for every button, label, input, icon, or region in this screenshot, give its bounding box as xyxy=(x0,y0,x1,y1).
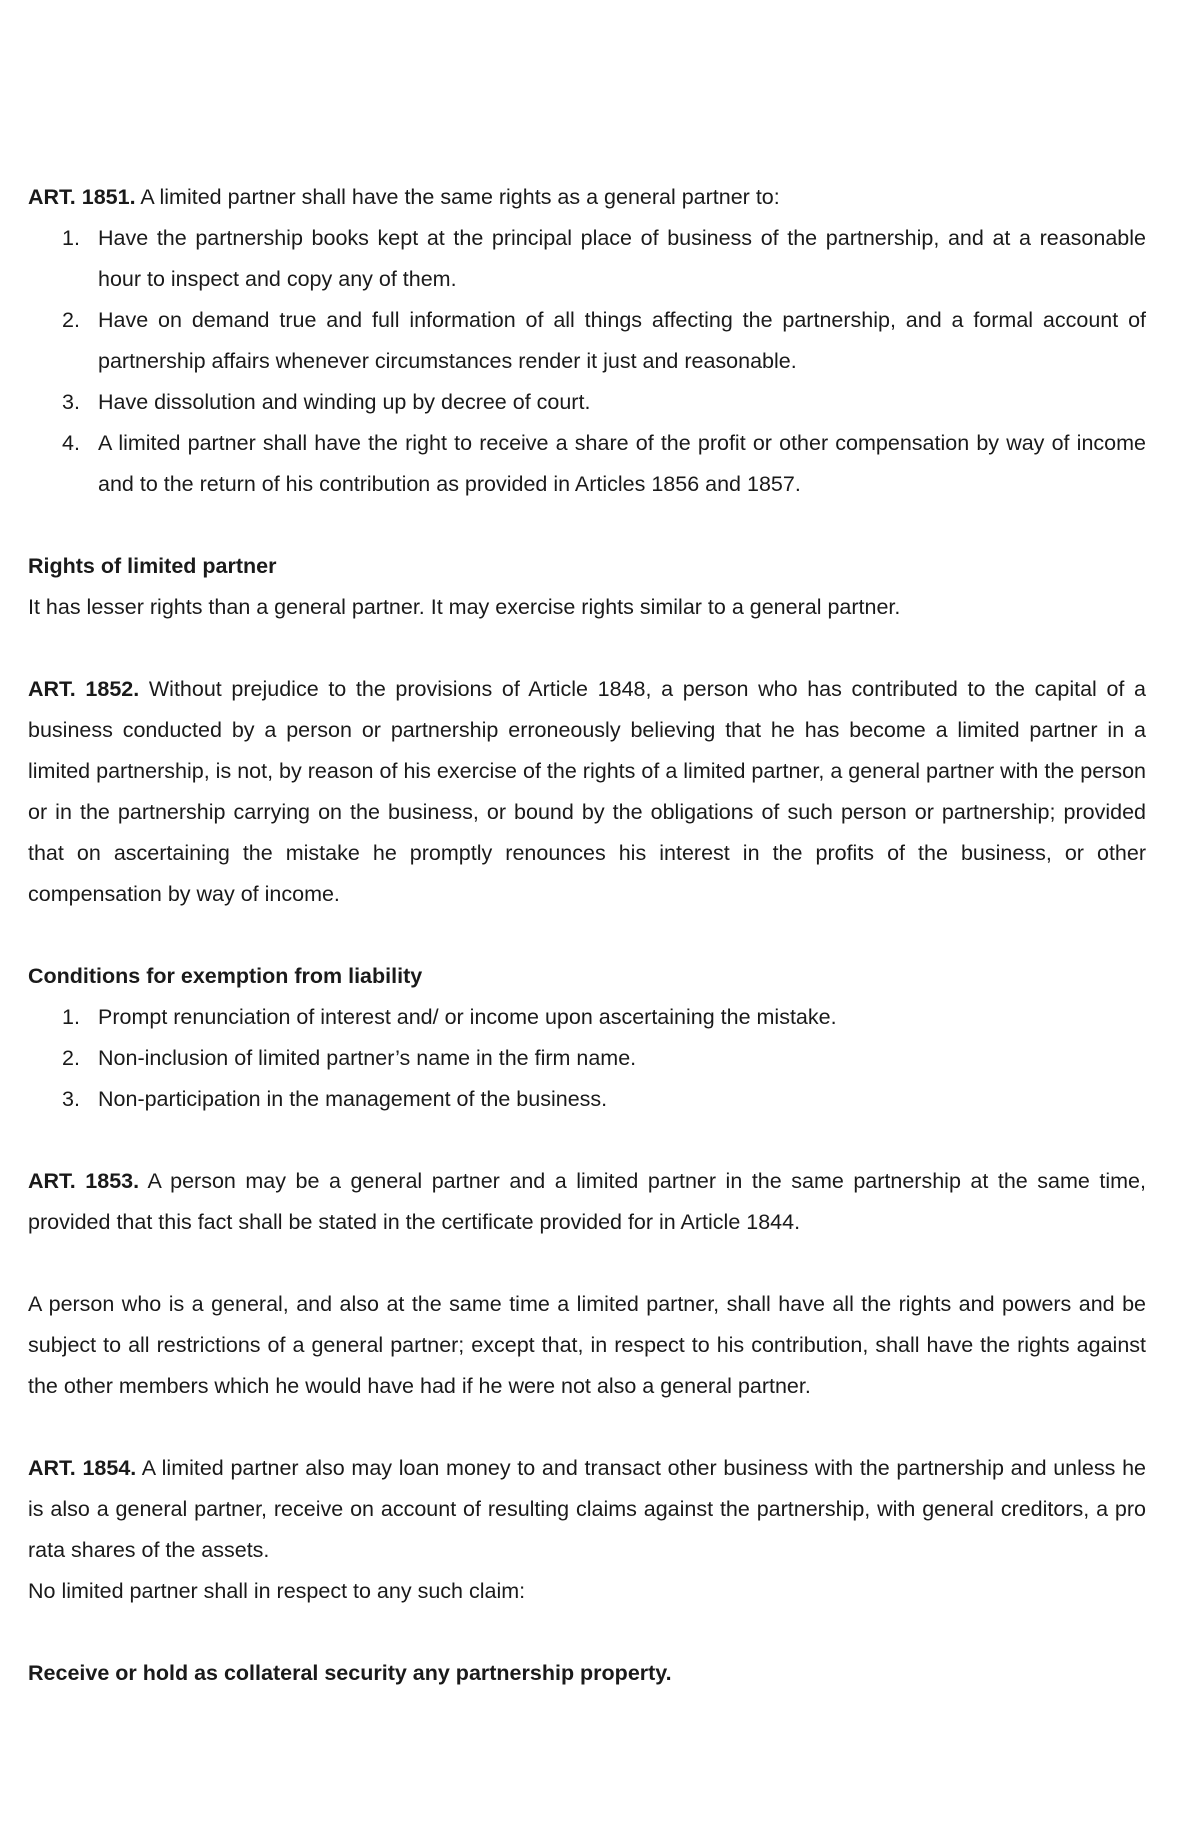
art-1852-paragraph xyxy=(28,669,1146,915)
rights-text: It has lesser rights than a general partner. It may exercise rights similar to a general partner. xyxy=(28,595,901,619)
list-number: 1. xyxy=(62,226,80,250)
list-item-text: Non-inclusion of limited partner’s name in the firm name. xyxy=(98,1046,637,1070)
closing-bold-statement: Receive or hold as collateral security any partnership property. xyxy=(28,1661,672,1685)
art-1851-paragraph xyxy=(28,177,1146,218)
list-number: 1. xyxy=(62,1005,80,1029)
art-1853-paragraph xyxy=(28,1161,1146,1243)
list-item xyxy=(28,997,1146,1038)
rights-heading: Rights of limited partner xyxy=(28,554,277,578)
list-item-text: Non-participation in the management of the business. xyxy=(98,1087,608,1111)
list-item xyxy=(28,382,1146,423)
article-text: A limited partner shall have the same rights as a general partner to: xyxy=(135,185,780,209)
article-text: A limited partner also may loan money to and transact other business with the partnership and unless he is also a general partner, receive on account of resulting claims against the partnership, with general creditors, a pro rata shares of the assets. xyxy=(28,1456,1146,1562)
article-text: A person may be a general partner and a limited partner in the same partnership at the same time, provided that this fact shall be stated in the certificate provided for in Article 1844. xyxy=(28,1169,1146,1234)
article-label: ART. 1853. xyxy=(28,1169,140,1193)
list-item xyxy=(28,423,1146,505)
conditions-list xyxy=(28,997,1146,1120)
article-label: ART. 1852. xyxy=(28,677,140,701)
list-item xyxy=(28,218,1146,300)
list-item-text: Prompt renunciation of interest and/ or income upon ascertaining the mistake. xyxy=(98,1005,837,1029)
article-label: ART. 1854. xyxy=(28,1456,137,1480)
list-item-text: Have dissolution and winding up by decree of court. xyxy=(98,390,591,414)
art-1854-paragraph xyxy=(28,1448,1146,1571)
list-item-text: A limited partner shall have the right to receive a share of the profit or other compensation by way of income and to the return of his contribution as provided in Articles 1856 and 1857. xyxy=(98,431,1146,496)
article-text: Without prejudice to the provisions of Article 1848, a person who has contributed to the capital of a business conducted by a person or partnership erroneously believing that he has become a limited partner in a limited partnership, is not, by reason of his exercise of the rights of a limited partner, a general partner with the person or in the partnership carrying on the business, or bound by the obligations of such person or partnership; provided that on ascertaining the mistake he promptly renounces his interest in the profits of the business, or other compensation by way of income. xyxy=(28,677,1146,906)
list-number: 3. xyxy=(62,1087,80,1111)
art-1853-second-paragraph: A person who is a general, and also at the same time a limited partner, shall have all the rights and powers and be subject to all restrictions of a general partner; except that, in respect to his contribution, shall have the rights against the other members which he would have had if he were not also a general partner. xyxy=(28,1292,1146,1398)
document-page xyxy=(28,177,1146,1694)
conditions-heading: Conditions for exemption from liability xyxy=(28,964,423,988)
art-1854-second-paragraph: No limited partner shall in respect to any such claim: xyxy=(28,1579,526,1603)
list-item-text: Have the partnership books kept at the principal place of business of the partnership, and at a reasonable hour to inspect and copy any of them. xyxy=(98,226,1146,291)
list-number: 2. xyxy=(62,1046,80,1070)
list-number: 3. xyxy=(62,390,80,414)
list-item xyxy=(28,300,1146,382)
list-number: 4. xyxy=(62,431,80,455)
list-item-text: Have on demand true and full information of all things affecting the partnership, and a formal account of partnership affairs whenever circumstances render it just and reasonable. xyxy=(98,308,1146,373)
article-label: ART. 1851. xyxy=(28,185,136,209)
list-item xyxy=(28,1079,1146,1120)
list-number: 2. xyxy=(62,308,80,332)
art-1851-list xyxy=(28,218,1146,505)
list-item xyxy=(28,1038,1146,1079)
